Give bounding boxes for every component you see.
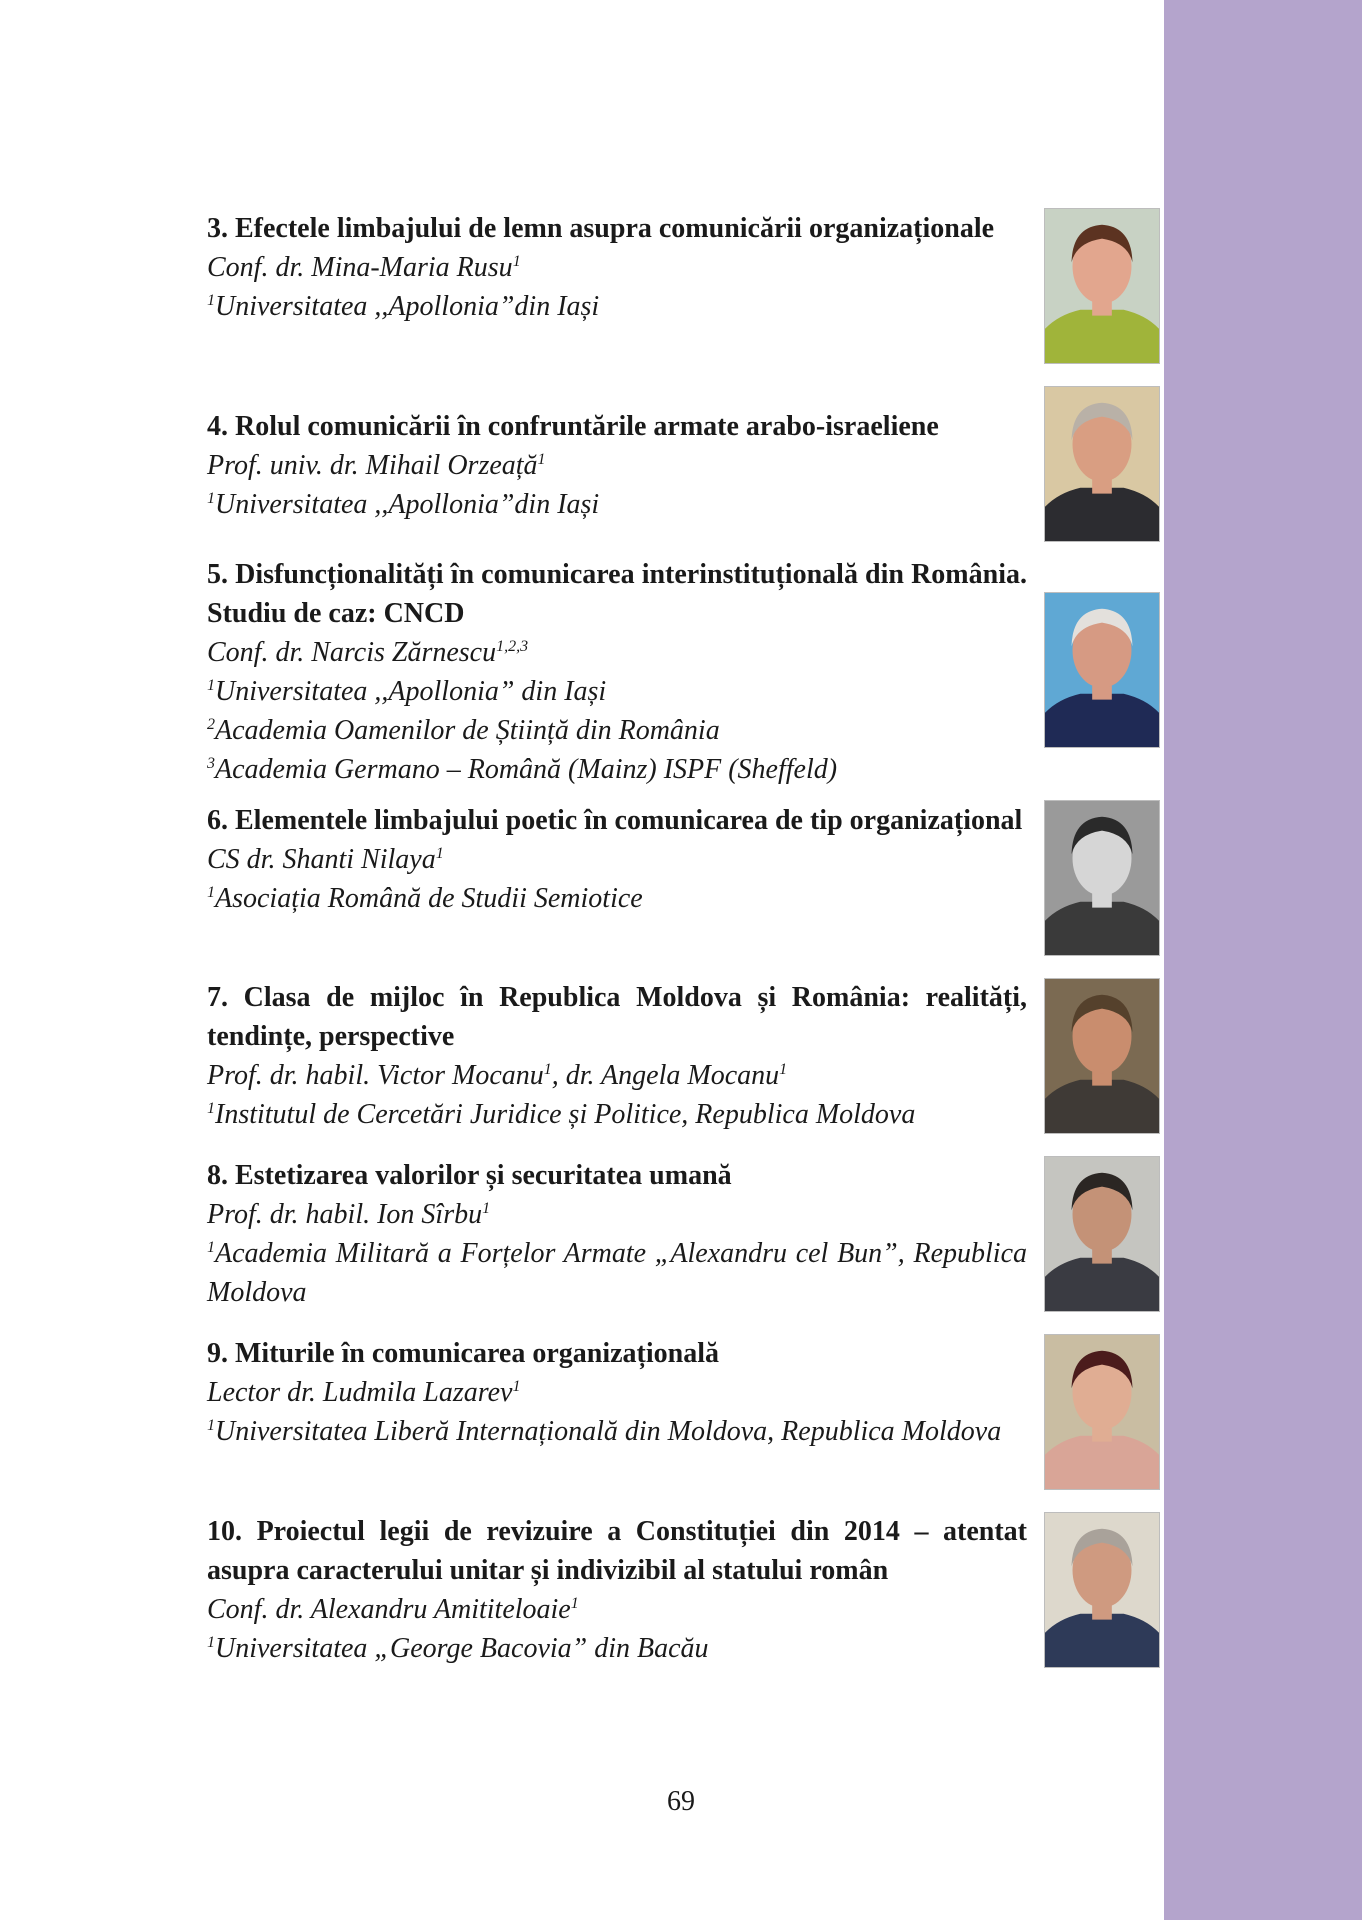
portrait-shoulders	[1045, 902, 1159, 955]
entry-authors	[207, 1373, 1027, 1412]
entry-title: 4. Rolul comunicării în confruntările armate arabo-israeliene	[207, 411, 939, 442]
portrait-image	[1045, 1335, 1159, 1489]
entry-9	[207, 1334, 1027, 1451]
affiliation-superscript: 1	[207, 1239, 215, 1256]
affiliation-text: Academia Militară a Forțelor Armate „Alexandru cel Bun”, Republica Moldova	[207, 1238, 1027, 1308]
author-superscript: 1	[537, 451, 546, 468]
entry-affiliation	[207, 672, 1027, 711]
entry-authors	[207, 248, 1027, 287]
entry-authors	[207, 1195, 1027, 1234]
entry-affiliation	[207, 1095, 1027, 1134]
portrait-shoulders	[1045, 1614, 1159, 1667]
portrait-image	[1045, 979, 1159, 1133]
affiliation-text: Universitatea Liberă Internațională din Moldova, Republica Moldova	[215, 1416, 1002, 1447]
author-portrait	[1044, 978, 1160, 1134]
affiliation-superscript: 1	[207, 490, 215, 507]
entry-authors	[207, 1056, 1027, 1095]
portrait-shoulders	[1045, 488, 1159, 541]
affiliation-superscript: 2	[207, 716, 215, 733]
entry-5	[207, 555, 1027, 789]
entry-affiliation	[207, 1629, 1027, 1668]
author-portrait	[1044, 1334, 1160, 1490]
entry-title: 6. Elementele limbajului poetic în comunicarea de tip organizațional	[207, 805, 1023, 836]
affiliation-text: Academia Germano – Română (Mainz) ISPF (Sheffeld)	[215, 754, 838, 785]
author-portrait	[1044, 386, 1160, 542]
portrait-shoulders	[1045, 1436, 1159, 1489]
side-color-band	[1164, 0, 1362, 1920]
entry-title: 8. Estetizarea valorilor și securitatea umană	[207, 1160, 732, 1191]
author-superscript: 1	[779, 1061, 788, 1078]
portrait-shoulders	[1045, 1080, 1159, 1133]
author-portrait	[1044, 592, 1160, 748]
entry-authors	[207, 633, 1027, 672]
entry-title: 5. Disfuncționalități în comunicarea interinstituțională din România. Studiu de caz: CNCD	[207, 559, 1027, 629]
author-name: Conf. dr. Narcis Zărnescu	[207, 637, 497, 668]
entry-7	[207, 978, 1027, 1134]
portrait-image	[1045, 1513, 1159, 1667]
entry-authors	[207, 446, 1027, 485]
author-superscript: 1	[512, 1378, 521, 1395]
author-superscript: 1,2,3	[496, 638, 529, 655]
affiliation-text: Asociația Română de Studii Semiotice	[215, 883, 643, 914]
author-name: Prof. dr. habil. Ion Sîrbu	[207, 1199, 483, 1230]
author-superscript: 1	[543, 1061, 552, 1078]
author-name: Lector dr. Ludmila Lazarev	[207, 1377, 513, 1408]
entry-affiliation	[207, 711, 1027, 750]
entry-title: 3. Efectele limbajului de lemn asupra comunicării organizaționale	[207, 213, 995, 244]
entry-affiliation	[207, 1234, 1027, 1312]
entry-authors	[207, 1590, 1027, 1629]
entry-10	[207, 1512, 1027, 1668]
entry-3	[207, 209, 1027, 326]
entry-title: 7. Clasa de mijloc în Republica Moldova și România: realități, tendințe, perspective	[207, 982, 1027, 1052]
affiliation-text: Universitatea ,,Apollonia”din Iași	[215, 291, 600, 322]
entry-6	[207, 801, 1027, 918]
affiliation-superscript: 1	[207, 1417, 215, 1434]
author-name: Conf. dr. Mina-Maria Rusu	[207, 252, 513, 283]
affiliation-superscript: 1	[207, 1634, 215, 1651]
entry-4	[207, 407, 1027, 524]
affiliation-superscript: 3	[207, 755, 215, 772]
author-name: Prof. univ. dr. Mihail Orzeață	[207, 450, 538, 481]
entry-affiliation	[207, 1412, 1027, 1451]
author-portrait	[1044, 208, 1160, 364]
affiliation-superscript: 1	[207, 1100, 215, 1117]
entry-affiliation	[207, 750, 1027, 789]
affiliation-text: Institutul de Cercetări Juridice și Politice, Republica Moldova	[215, 1099, 916, 1130]
author-name: , dr. Angela Mocanu	[551, 1060, 780, 1091]
portrait-image	[1045, 1157, 1159, 1311]
affiliation-text: Universitatea ,,Apollonia” din Iași	[215, 676, 607, 707]
portrait-image	[1045, 801, 1159, 955]
author-superscript: 1	[570, 1595, 579, 1612]
author-superscript: 1	[482, 1200, 491, 1217]
portrait-image	[1045, 387, 1159, 541]
affiliation-text: Universitatea „George Bacovia” din Bacău	[215, 1633, 709, 1664]
portrait-shoulders	[1045, 1258, 1159, 1311]
portrait-image	[1045, 593, 1159, 747]
portrait-image	[1045, 209, 1159, 363]
author-superscript: 1	[512, 253, 521, 270]
portrait-shoulders	[1045, 310, 1159, 363]
author-portrait	[1044, 1156, 1160, 1312]
entry-title: 10. Proiectul legii de revizuire a Constituției din 2014 – atentat asupra caracterului unitar și indivizibil al statului român	[207, 1516, 1027, 1586]
entry-8	[207, 1156, 1027, 1312]
author-portrait	[1044, 1512, 1160, 1668]
affiliation-superscript: 1	[207, 292, 215, 309]
author-superscript: 1	[435, 845, 444, 862]
affiliation-superscript: 1	[207, 677, 215, 694]
portrait-shoulders	[1045, 694, 1159, 747]
affiliation-text: Universitatea ,,Apollonia”din Iași	[215, 489, 600, 520]
author-name: Conf. dr. Alexandru Amititeloaie	[207, 1594, 571, 1625]
author-portrait	[1044, 800, 1160, 956]
entry-affiliation	[207, 879, 1027, 918]
affiliation-superscript: 1	[207, 884, 215, 901]
affiliation-text: Academia Oamenilor de Știință din România	[215, 715, 720, 746]
author-name: Prof. dr. habil. Victor Mocanu	[207, 1060, 544, 1091]
author-name: CS dr. Shanti Nilaya	[207, 844, 436, 875]
entry-title: 9. Miturile în comunicarea organizațională	[207, 1338, 719, 1369]
page-number: 69	[667, 1786, 695, 1817]
entry-authors	[207, 840, 1027, 879]
entry-affiliation	[207, 287, 1027, 326]
entry-affiliation	[207, 485, 1027, 524]
